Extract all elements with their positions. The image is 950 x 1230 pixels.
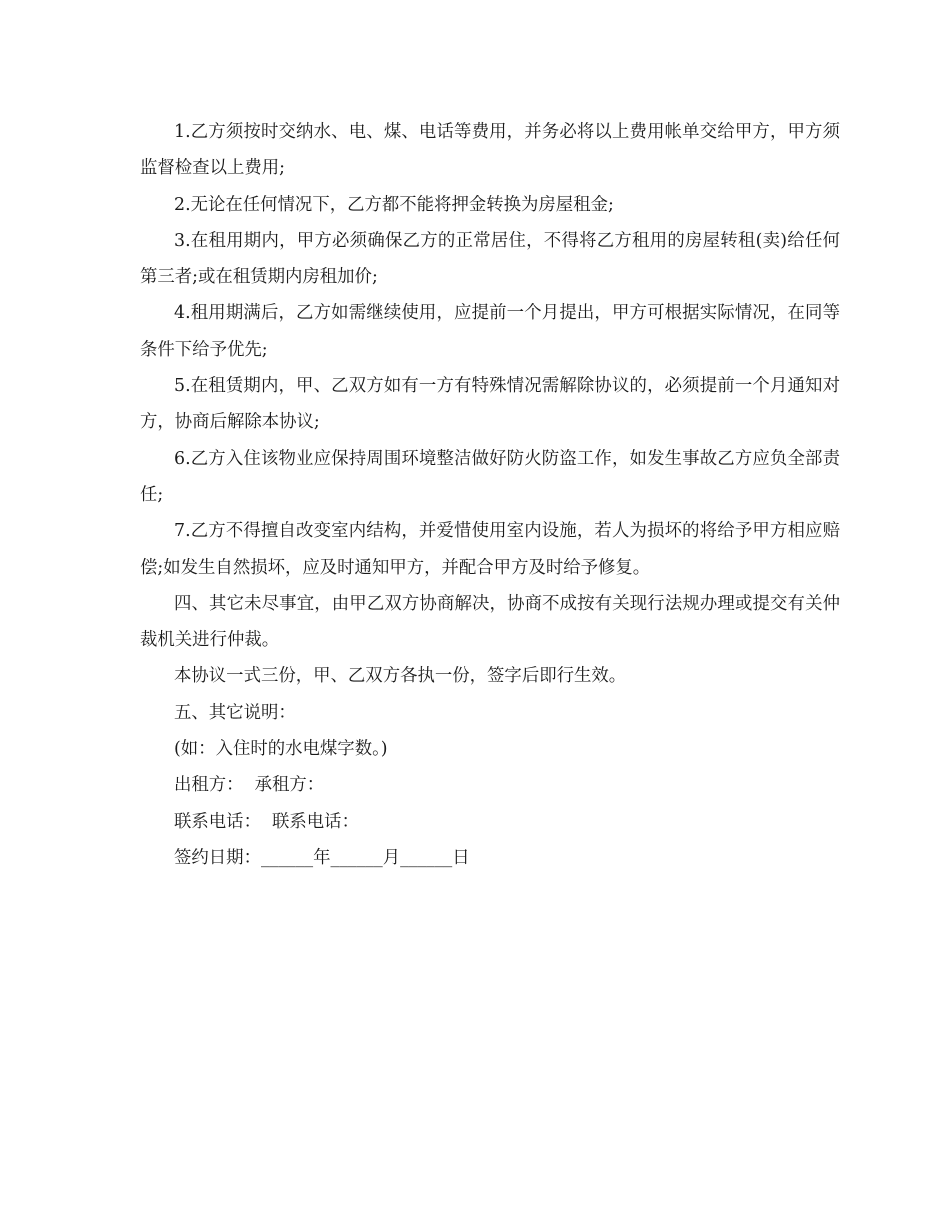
signing-date-line: 签约日期：______年______月______日	[174, 847, 470, 868]
parties-line: 出租方： 承租方：	[174, 775, 325, 796]
clause-7: 7.乙方不得擅自改变室内结构，并爱惜使用室内设施，若人为损坏的将给予甲方相应赔偿;如发生自然损坏，应及时通知甲方，并配合甲方及时给予修复。	[140, 521, 840, 578]
section-five-note: (如：入住时的水电煤字数。)	[174, 739, 388, 760]
clause-1: 1.乙方须按时交纳水、电、煤、电话等费用，并务必将以上费用帐单交给甲方，甲方须监督检查以上费用;	[140, 122, 840, 179]
phone-line: 联系电话： 联系电话：	[174, 811, 359, 832]
clause-6: 6.乙方入住该物业应保持周围环境整洁做好防火防盗工作，如发生事故乙方应负全部责任;	[140, 448, 840, 505]
clause-3: 3.在租用期内，甲方必须确保乙方的正常居住，不得将乙方租用的房屋转租(卖)给任何第三者;或在租赁期内房租加价;	[140, 230, 840, 288]
copies-statement: 本协议一式三份，甲、乙双方各执一份，签字后即行生效。	[174, 666, 627, 687]
clause-2: 2.无论在任何情况下，乙方都不能将押金转换为房屋租金;	[174, 194, 614, 215]
section-four: 四、其它未尽事宜，由甲乙双方协商解决，协商不成按有关现行法规办理或提交有关仲裁机关进行仲裁。	[140, 593, 840, 651]
document-body	[140, 114, 840, 876]
clause-4: 4.租用期满后，乙方如需继续使用，应提前一个月提出，甲方可根据实际情况，在同等条件下给予优先;	[140, 303, 840, 360]
section-five-heading: 五、其它说明：	[174, 702, 296, 723]
clause-5: 5.在租赁期内，甲、乙双方如有一方有特殊情况需解除协议的，必须提前一个月通知对方，协商后解除本协议;	[140, 376, 840, 433]
